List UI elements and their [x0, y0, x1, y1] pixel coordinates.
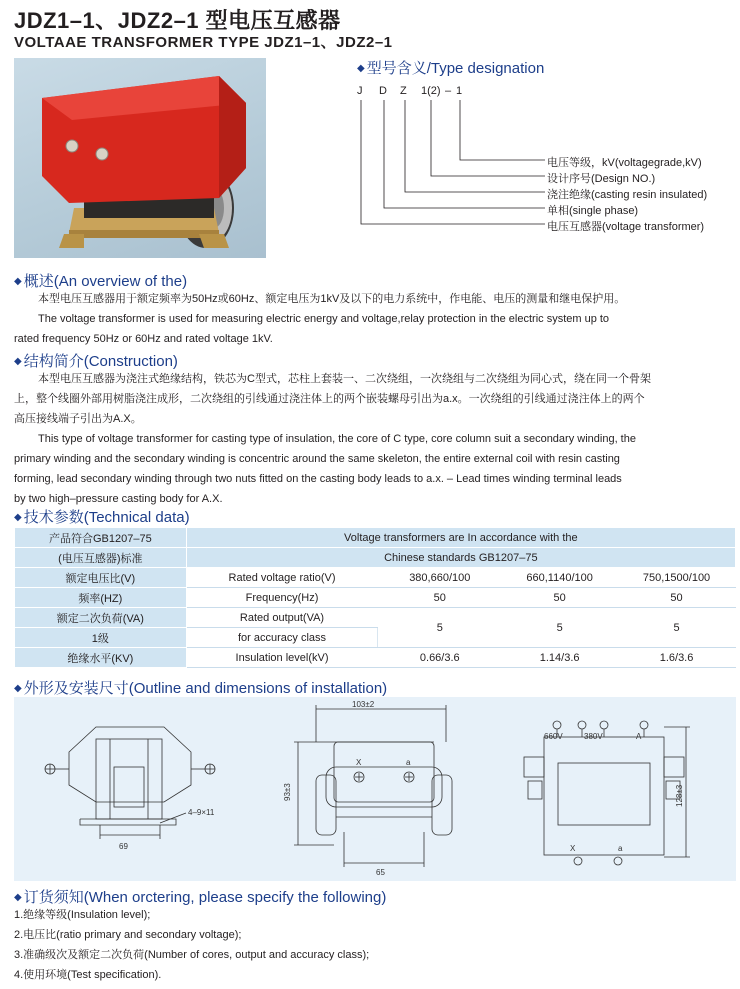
dim-103: 103±2: [352, 700, 375, 709]
overview-text-en-2: rated frequency 50Hz or 60Hz and rated voltage 1kV.: [14, 333, 273, 345]
overview-text-en-1: The voltage transformer is used for measuring electric energy and voltage,relay protection in the electric system up to: [38, 313, 610, 325]
dim-65: 65: [376, 868, 385, 877]
insulation-value-1: 0.66/3.6: [378, 648, 502, 668]
code-design-no: 1(2): [421, 85, 441, 97]
outline-heading: ◆ 外形及安装尺寸(Outline and dimensions of installation): [14, 680, 388, 697]
burden-label-en: Rated output(VA): [186, 608, 378, 628]
code-letter-j: J: [357, 85, 363, 97]
insulation-value-2: 1.14/3.6: [502, 648, 618, 668]
ordering-heading: ◆ 订货须知(When orctering, please specify the following): [14, 889, 387, 906]
terminal-label-a: a: [406, 758, 411, 767]
burden-value-2: 5: [502, 608, 618, 648]
ratio-label-cn: 额定电压比(V): [15, 568, 187, 588]
front-view-drawing: [294, 705, 452, 867]
legend-voltage-grade: 电压等级，kV(voltagegrade,kV): [547, 157, 702, 169]
construction-text-en-3: forming, lead secondary winding through two nuts fitted on the casting body leads to a.x. – Lead times winding terminal leads: [14, 473, 622, 485]
side-view-drawing: [45, 727, 215, 839]
terminal-label-x: X: [356, 758, 362, 767]
construction-text-en-4: by two high–pressure casting body for A.X.: [14, 493, 223, 505]
ratio-label-en: Rated voltage ratio(V): [186, 568, 378, 588]
ratio-value-1: 380,660/100: [378, 568, 502, 588]
order-item-2: 2.电压比(ratio primary and secondary voltage);: [14, 929, 242, 941]
terminal-label-x-secondary: X: [570, 844, 576, 853]
standard-en-cell-2: Chinese standards GB1207–75: [186, 548, 735, 568]
table-row: [15, 648, 736, 668]
terminal-label-660v: 660V: [544, 732, 563, 741]
burden-label-en-2: for accuracy class: [186, 628, 378, 648]
table-row: [15, 568, 736, 588]
burden-label-cn: 额定二次负荷(VA): [15, 608, 187, 628]
overview-text-cn: 本型电压互感器用于额定频率为50Hz或60Hz、额定电压为1kV及以下的电力系统中，作电能、电压的测量和继电保护用。: [38, 293, 626, 305]
overview-body: [14, 289, 736, 349]
frequency-label-en: Frequency(Hz): [186, 588, 378, 608]
terminal-label-a-secondary: a: [618, 844, 623, 853]
dim-128: 128±3: [675, 784, 684, 807]
order-item-4: 4.使用环境(Test specification).: [14, 969, 162, 981]
dim-hole-spec: 4–9×11: [188, 808, 215, 817]
table-row: [15, 608, 736, 628]
code-dash: –: [445, 85, 452, 97]
dim-69: 69: [119, 842, 128, 851]
code-letter-z: Z: [400, 85, 407, 97]
designation-leader-lines: [357, 98, 557, 238]
insulation-label-en: Insulation level(kV): [186, 648, 378, 668]
construction-text-en-2: primary winding and the secondary winding is concentric around the same skeleton, the entire external coil with resin casting: [14, 453, 620, 465]
insulation-label-cn: 绝缘水平(KV): [15, 648, 187, 668]
legend-voltage-transformer: 电压互感器(voltage transformer): [547, 221, 705, 233]
construction-text-en-1: This type of voltage transformer for casting type of insulation, the core of C type, core column suit a secondary winding, the: [38, 433, 636, 445]
outline-drawings: [14, 697, 736, 881]
dim-93: 93±3: [283, 783, 292, 801]
table-row: [15, 548, 736, 568]
burden-value-1: 5: [378, 608, 502, 648]
standard-cn-cell-2: (电压互感器)标准: [15, 548, 187, 568]
ratio-value-2: 660,1140/100: [502, 568, 618, 588]
overview-heading: ◆ 概述(An overview of the): [14, 273, 188, 290]
burden-label-cn-2: 1级: [15, 628, 187, 648]
order-item-3: 3.准确级次及额定二次负荷(Number of cores, output and accuracy class);: [14, 949, 370, 961]
construction-body: [14, 369, 736, 509]
standard-en-cell: Voltage transformers are In accordance with the: [186, 528, 735, 548]
table-row: [15, 528, 736, 548]
ratio-value-3: 750,1500/100: [618, 568, 736, 588]
product-photo: [14, 58, 266, 258]
standard-cn-cell: 产品符合GB1207–75: [15, 528, 187, 548]
burden-value-3: 5: [618, 608, 736, 648]
terminal-label-380v: 380V: [584, 732, 603, 741]
construction-heading: ◆ 结构简介(Construction): [14, 353, 178, 370]
frequency-value-3: 50: [618, 588, 736, 608]
order-item-1: 1.绝缘等级(Insulation level);: [14, 909, 151, 921]
technical-data-table: [14, 527, 736, 668]
technical-heading: ◆ 技术参数(Technical data): [14, 509, 190, 526]
terminal-label-a-primary: A: [636, 732, 642, 741]
code-voltage: 1: [456, 85, 463, 97]
insulation-value-3: 1.6/3.6: [618, 648, 736, 668]
frequency-label-cn: 频率(HZ): [15, 588, 187, 608]
frequency-value-1: 50: [378, 588, 502, 608]
construction-text-cn-2: 上，整个线圈外部用树脂浇注成形，二次绕组的引线通过浇注体上的两个嵌装螺母引出为a.x。一次绕组的引线通过浇注体上的两个: [14, 393, 645, 405]
top-view-drawing: [524, 721, 690, 865]
legend-design-no: 设计序号(Design NO.): [547, 173, 656, 185]
legend-single-phase: 单相(single phase): [547, 205, 639, 217]
page-subtitle: VOLTAAE TRANSFORMER TYPE JDZ1–1、JDZ2–1: [14, 34, 393, 51]
table-row: [15, 588, 736, 608]
page-title: JDZ1–1、JDZ2–1 型电压互感器: [14, 8, 341, 33]
construction-text-cn-1: 本型电压互感器为浇注式绝缘结构，铁芯为C型式，芯柱上套装一、二次绕组，一次绕组与二次绕组为同心式，绕在同一个骨架: [38, 373, 651, 385]
construction-text-cn-3: 高压接线端子引出为A.X。: [14, 413, 142, 425]
code-letter-d: D: [379, 85, 387, 97]
legend-casting-resin: 浇注绝缘(casting resin insulated): [547, 189, 708, 201]
type-designation-heading: ◆ 型号含义/Type designation: [357, 60, 545, 77]
frequency-value-2: 50: [502, 588, 618, 608]
